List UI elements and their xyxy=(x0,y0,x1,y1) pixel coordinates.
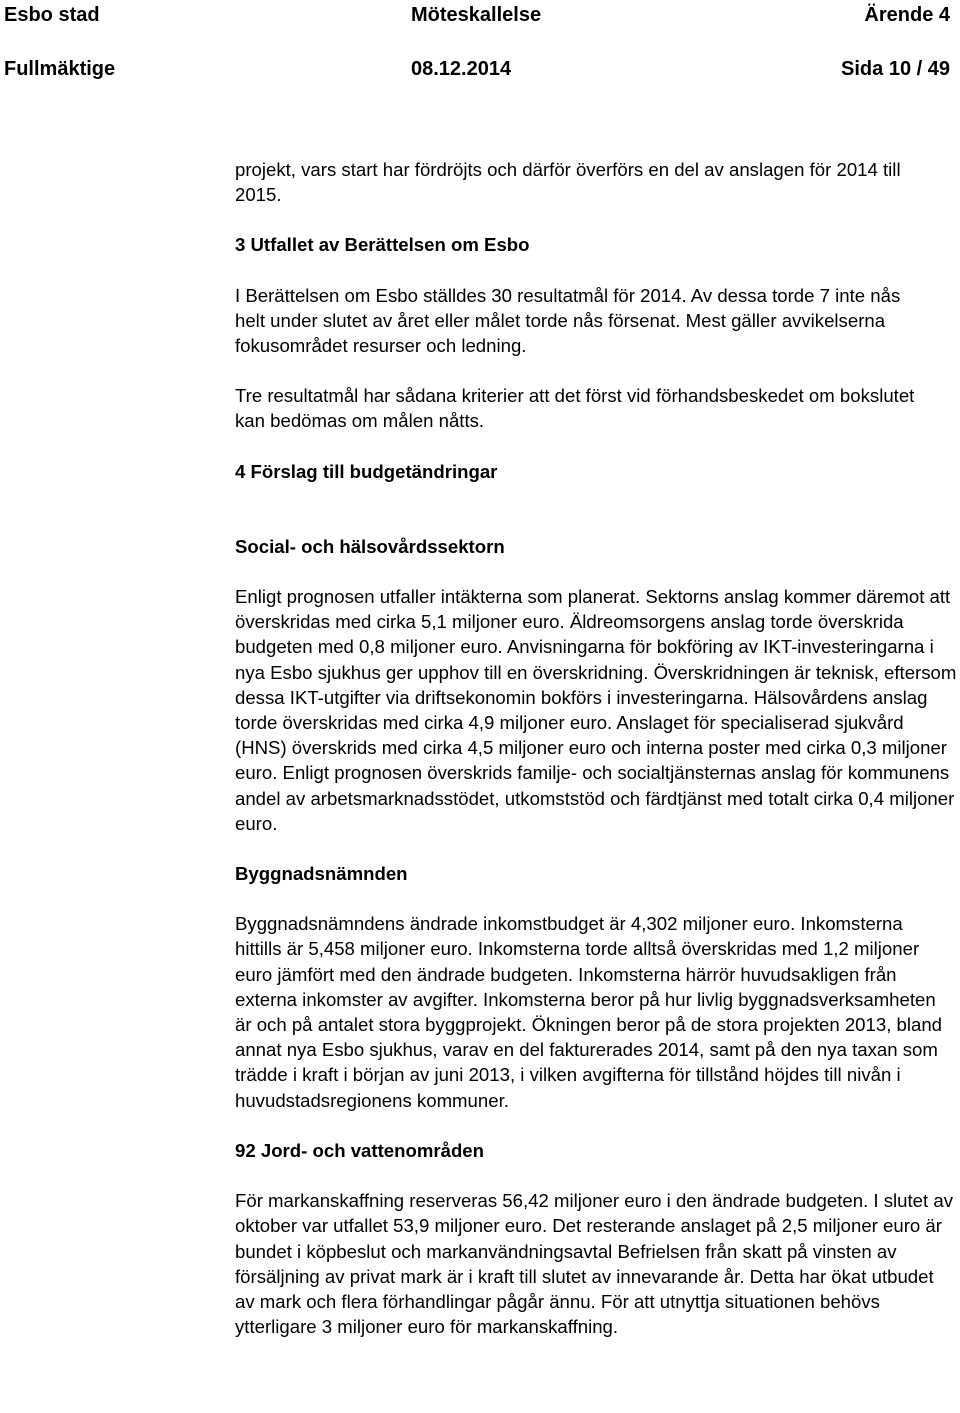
building-board-heading: Byggnadsnämnden xyxy=(235,863,408,885)
section-3-paragraph-1: I Berättelsen om Esbo ställdes 30 resultatmål för 2014. Av dessa torde 7 inte nås helt under slutet av året eller målet torde nås försenat. Mest gäller avvikelserna fokusområdet resurser och ledning. xyxy=(235,284,901,357)
land-water-heading: 92 Jord- och vattenområden xyxy=(235,1139,485,1161)
header-page-number: Sida 10 / 49 xyxy=(841,58,950,80)
social-sector-paragraph: Enligt prognosen utfaller intäkterna som planerat. Sektorns anslag kommer däremot att överskridas med cirka 5,1 miljoner euro. Äldreomsorgens anslag torde överskrida budgeten med 0,8 miljoner euro. Anvisningarna för bokföring av IKT-investeringarna i nya Esbo sjukhus ger upphov till en överskridning. Överskridningen är teknisk, eftersom dessa IKT-utgifter via driftsekonomin bokförs i investeringarna. Hälsovårdens anslag torde överskridas med cirka 4,9 miljoner euro. Anslaget för specialiserad sjukvård (HNS) överskrids med cirka 4,5 miljoner euro och interna poster med cirka 0,3 miljoner euro. Enligt prognosen överskrids familje- och socialtjänsternas anslag för kommunens andel av arbetsmarknadsstödet, utkomststöd och färdtjänst med totalt cirka 0,4 miljoner euro. xyxy=(235,586,957,834)
intro-paragraph: projekt, vars start har fördröjts och därför överförs en del av anslagen för 2014 till 2015. xyxy=(235,159,901,206)
header-body: Fullmäktige xyxy=(4,58,116,80)
land-water-paragraph: För markanskaffning reserveras 56,42 miljoner euro i den ändrade budgeten. I slutet av oktober var utfallet 53,9 miljoner euro. Det resterande anslaget på 2,5 miljoner euro är bundet i köpbeslut och markanvändningsavtal Befrielsen från skatt på vinsten av försäljning av privat mark är i kraft till slutet av innevarande år. Detta har ökat utbudet av mark och flera förhandlingar pågår ännu. För att utnyttja situationen behövs ytterligare 3 miljoner euro för markanskaffning. xyxy=(235,1190,953,1338)
social-sector-heading: Social- och hälsovårdssektorn xyxy=(235,535,505,557)
header-date: 08.12.2014 xyxy=(411,58,512,80)
section-4-heading: 4 Förslag till budgetändringar xyxy=(235,460,498,482)
building-board-paragraph: Byggnadsnämndens ändrade inkomstbudget är 4,302 miljoner euro. Inkomsterna hittills är 5,458 miljoner euro. Inkomsterna torde alltså överskridas med 1,2 miljoner euro jämfört med den ändrade budgeten. Inkomsterna härrör huvudsakligen från externa inkomster av avgifter. Inkomsterna beror på hur livlig byggnadsverksamheten är och på antalet stora byggprojekt. Ökningen beror på de stora projekten 2013, bland annat nya Esbo sjukhus, varav en del fakturerades 2014, samt på den nya taxan som trädde i kraft i början av juni 2013, i vilken avgifterna för tillstånd höjdes till nivån i huvudstadsregionens kommuner. xyxy=(235,913,943,1111)
section-3-paragraph-2: Tre resultatmål har sådana kriterier att det först vid förhandsbeskedet om bokslutet kan bedömas om målen nåtts. xyxy=(235,385,915,432)
header-document-type: Möteskallelse xyxy=(411,4,542,26)
document-body xyxy=(235,157,957,1339)
header-organization: Esbo stad xyxy=(4,4,100,26)
header-agenda-item: Ärende 4 xyxy=(864,4,950,26)
page-header-bottom xyxy=(0,58,960,88)
page-header-top xyxy=(0,4,960,34)
section-3-heading: 3 Utfallet av Berättelsen om Esbo xyxy=(235,234,530,256)
